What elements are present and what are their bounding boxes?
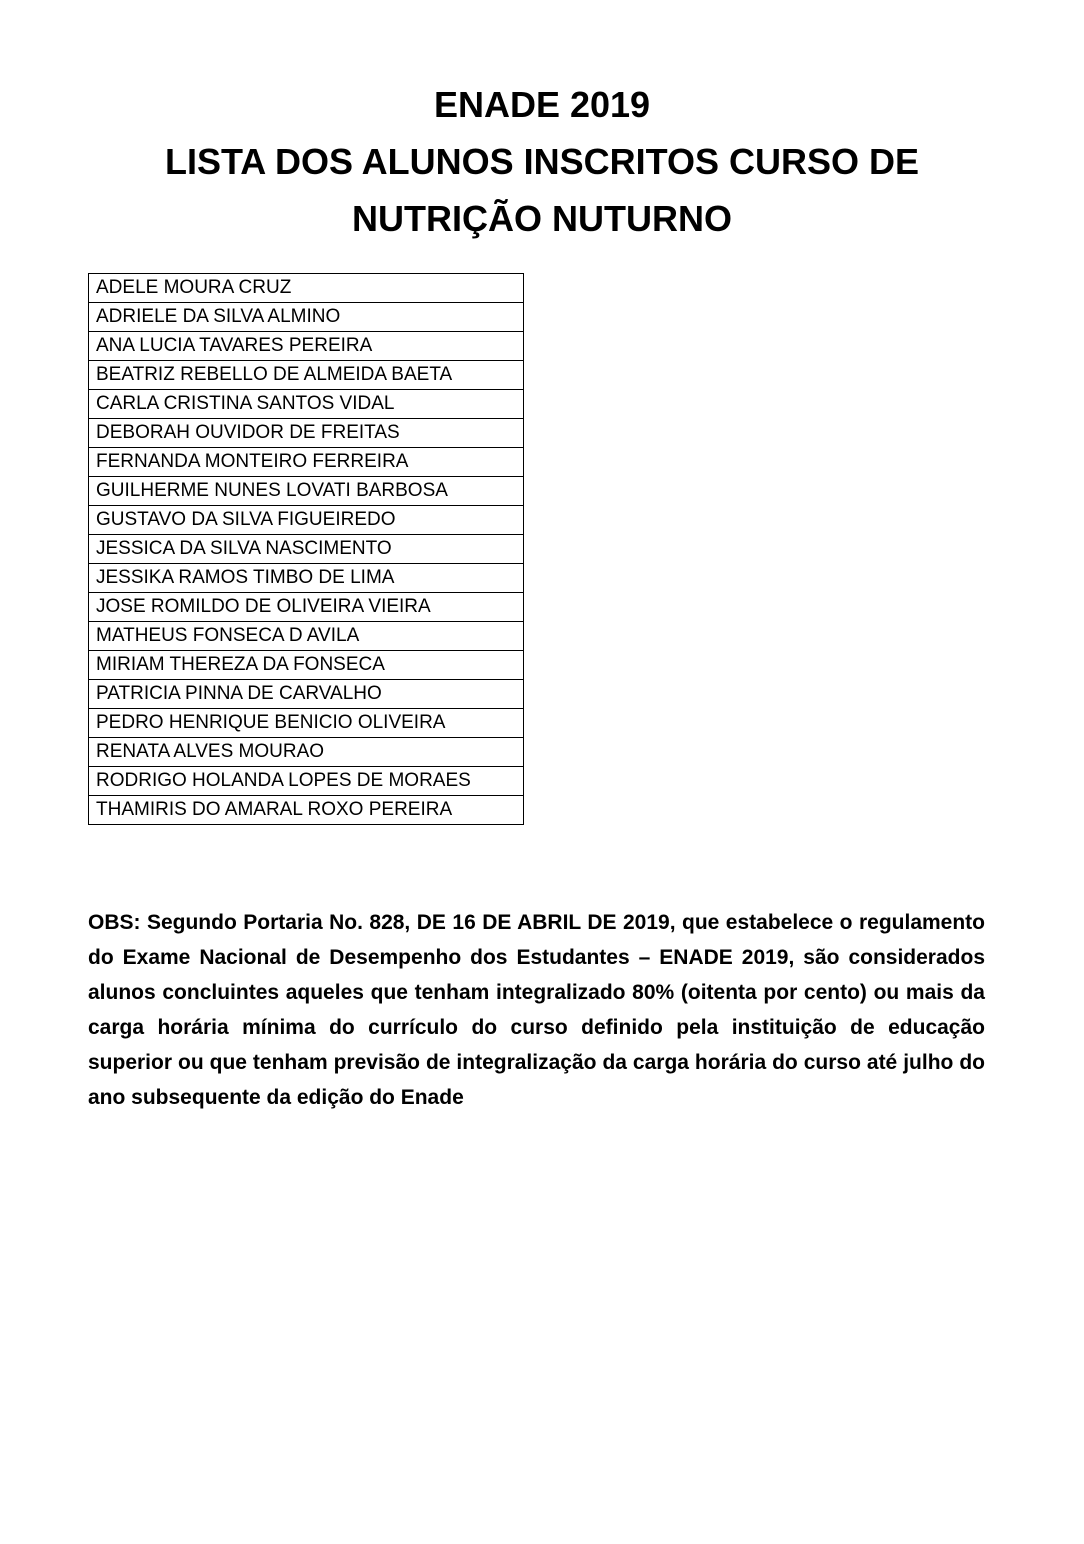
student-name-cell: JESSIKA RAMOS TIMBO DE LIMA [89,564,524,593]
student-name-cell: JESSICA DA SILVA NASCIMENTO [89,535,524,564]
student-row [89,390,524,419]
student-row [89,506,524,535]
title-line-2: LISTA DOS ALUNOS INSCRITOS CURSO DE [164,141,920,182]
student-row [89,680,524,709]
note-paragraph: OBS: Segundo Portaria No. 828, DE 16 DE ABRIL DE 2019, que estabelece o regulamento do Exame Nacional de Desempenho dos Estudantes – ENADE 2019, são considerados alunos concluintes aqueles que tenham integralizado 80% (oitenta por cento) ou mais da carga horária mínima do currículo do curso definido pela instituição de educação superior ou que tenham previsão de integralização da carga horária do curso até julho do ano subsequente da edição do Enade [88,911,985,1109]
student-row [89,651,524,680]
student-name-cell: PEDRO HENRIQUE BENICIO OLIVEIRA [89,709,524,738]
student-row [89,622,524,651]
student-row [89,593,524,622]
student-row [89,332,524,361]
document-title [0,0,1084,247]
student-name-cell: ANA LUCIA TAVARES PEREIRA [89,332,524,361]
students-table [88,273,524,825]
title-line-3: NUTRIÇÃO NUTURNO [352,198,732,239]
student-name-cell: MATHEUS FONSECA D AVILA [89,622,524,651]
student-name-cell: PATRICIA PINNA DE CARVALHO [89,680,524,709]
student-row [89,709,524,738]
student-name-cell: BEATRIZ REBELLO DE ALMEIDA BAETA [89,361,524,390]
student-row [89,477,524,506]
student-row [89,564,524,593]
student-name-cell: DEBORAH OUVIDOR DE FREITAS [89,419,524,448]
student-name-cell: ADELE MOURA CRUZ [89,274,524,303]
title-line-1: ENADE 2019 [433,84,651,125]
student-name-cell: RENATA ALVES MOURAO [89,738,524,767]
student-name-cell: CARLA CRISTINA SANTOS VIDAL [89,390,524,419]
student-row [89,767,524,796]
student-name-cell: GUILHERME NUNES LOVATI BARBOSA [89,477,524,506]
student-name-cell: JOSE ROMILDO DE OLIVEIRA VIEIRA [89,593,524,622]
student-row [89,274,524,303]
student-name-cell: FERNANDA MONTEIRO FERREIRA [89,448,524,477]
student-row [89,796,524,825]
student-name-cell: MIRIAM THEREZA DA FONSECA [89,651,524,680]
student-row [89,448,524,477]
student-row [89,303,524,332]
student-row [89,419,524,448]
student-row [89,535,524,564]
student-row [89,738,524,767]
student-name-cell: GUSTAVO DA SILVA FIGUEIREDO [89,506,524,535]
students-table-body [89,274,524,825]
student-name-cell: ADRIELE DA SILVA ALMINO [89,303,524,332]
student-row [89,361,524,390]
student-name-cell: THAMIRIS DO AMARAL ROXO PEREIRA [89,796,524,825]
student-name-cell: RODRIGO HOLANDA LOPES DE MORAES [89,767,524,796]
